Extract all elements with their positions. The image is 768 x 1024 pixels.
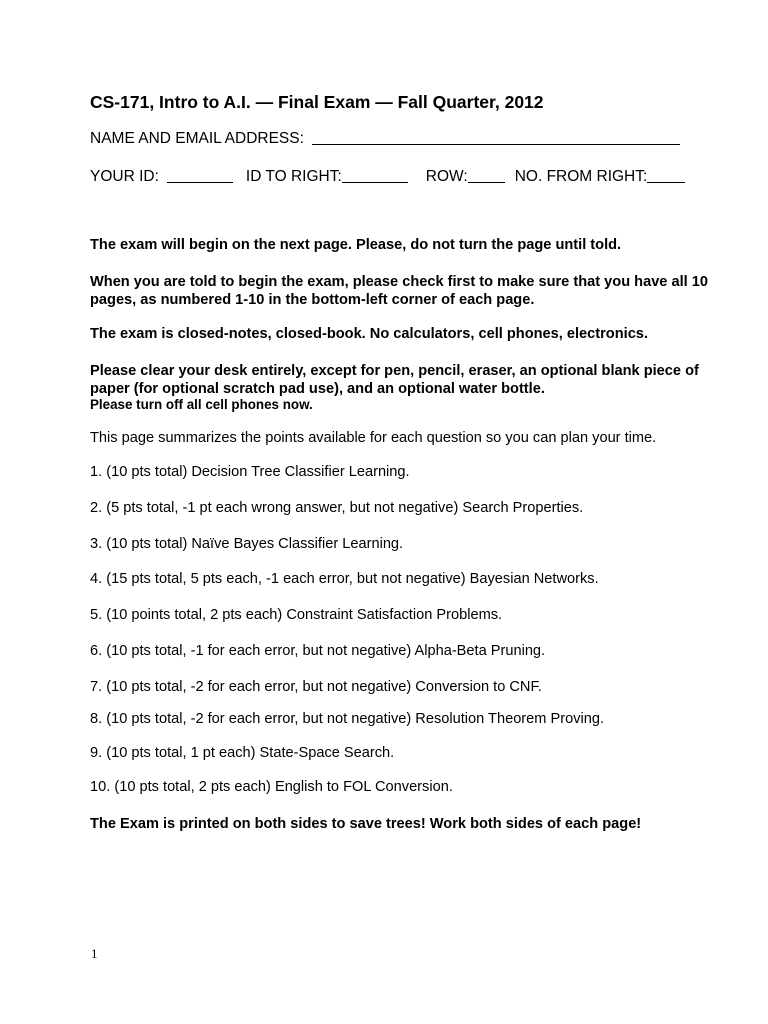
instruction-check-pages: When you are told to begin the exam, please check first to make sure that you have all 10 pages, as numbered 1-10 in the bottom-left corner of each page. [90, 274, 708, 308]
points-summary-intro: This page summarizes the points available for each question so you can plan your time. [90, 430, 657, 446]
no-from-right-blank[interactable] [647, 181, 685, 183]
question-item: 5. (10 points total, 2 pts each) Constraint Satisfaction Problems. [90, 607, 503, 623]
id-to-right-label: ID TO RIGHT: [245, 168, 342, 185]
question-item: 3. (10 pts total) Naïve Bayes Classifier Learning. [90, 536, 404, 552]
no-from-right-label: NO. FROM RIGHT: [514, 168, 648, 185]
print-both-sides-note: The Exam is printed on both sides to save trees! Work both sides of each page! [90, 816, 642, 832]
question-item: 4. (15 pts total, 5 pts each, -1 each error, but not negative) Bayesian Networks. [90, 571, 599, 587]
question-item: 7. (10 pts total, -2 for each error, but not negative) Conversion to CNF. [90, 679, 542, 695]
question-item: 10. (10 pts total, 2 pts each) English to FOL Conversion. [90, 779, 453, 795]
row-label: ROW: [425, 168, 468, 185]
question-item: 9. (10 pts total, 1 pt each) State-Space Search. [90, 745, 395, 761]
instruction-cell-phones: Please turn off all cell phones now. [90, 397, 313, 412]
question-item: 8. (10 pts total, -2 for each error, but not negative) Resolution Theorem Proving. [90, 711, 605, 727]
instruction-closed-book: The exam is closed-notes, closed-book. No calculators, cell phones, electronics. [90, 326, 648, 342]
question-item: 2. (5 pts total, -1 pt each wrong answer, but not negative) Search Properties. [90, 500, 584, 516]
id-row [90, 168, 685, 186]
question-item: 6. (10 pts total, -1 for each error, but not negative) Alpha-Beta Pruning. [90, 643, 546, 659]
page-title: CS-171, Intro to A.I. — Final Exam — Fall Quarter, 2012 [90, 92, 544, 112]
page-number: 1 [91, 946, 98, 961]
your-id-label: YOUR ID: [90, 168, 159, 185]
id-to-right-blank[interactable] [342, 181, 408, 183]
question-item: 1. (10 pts total) Decision Tree Classifier Learning. [90, 464, 410, 480]
row-blank[interactable] [468, 181, 505, 183]
name-email-row [90, 130, 680, 148]
instruction-begin: The exam will begin on the next page. Please, do not turn the page until told. [90, 237, 622, 253]
your-id-blank[interactable] [167, 181, 233, 183]
name-email-label: NAME AND EMAIL ADDRESS: [90, 130, 304, 147]
name-email-blank[interactable] [312, 143, 680, 145]
instruction-clear-desk: Please clear your desk entirely, except for pen, pencil, eraser, an optional blank piece of paper (for optional scratch pad use), and an optional water bottle. [90, 363, 699, 397]
